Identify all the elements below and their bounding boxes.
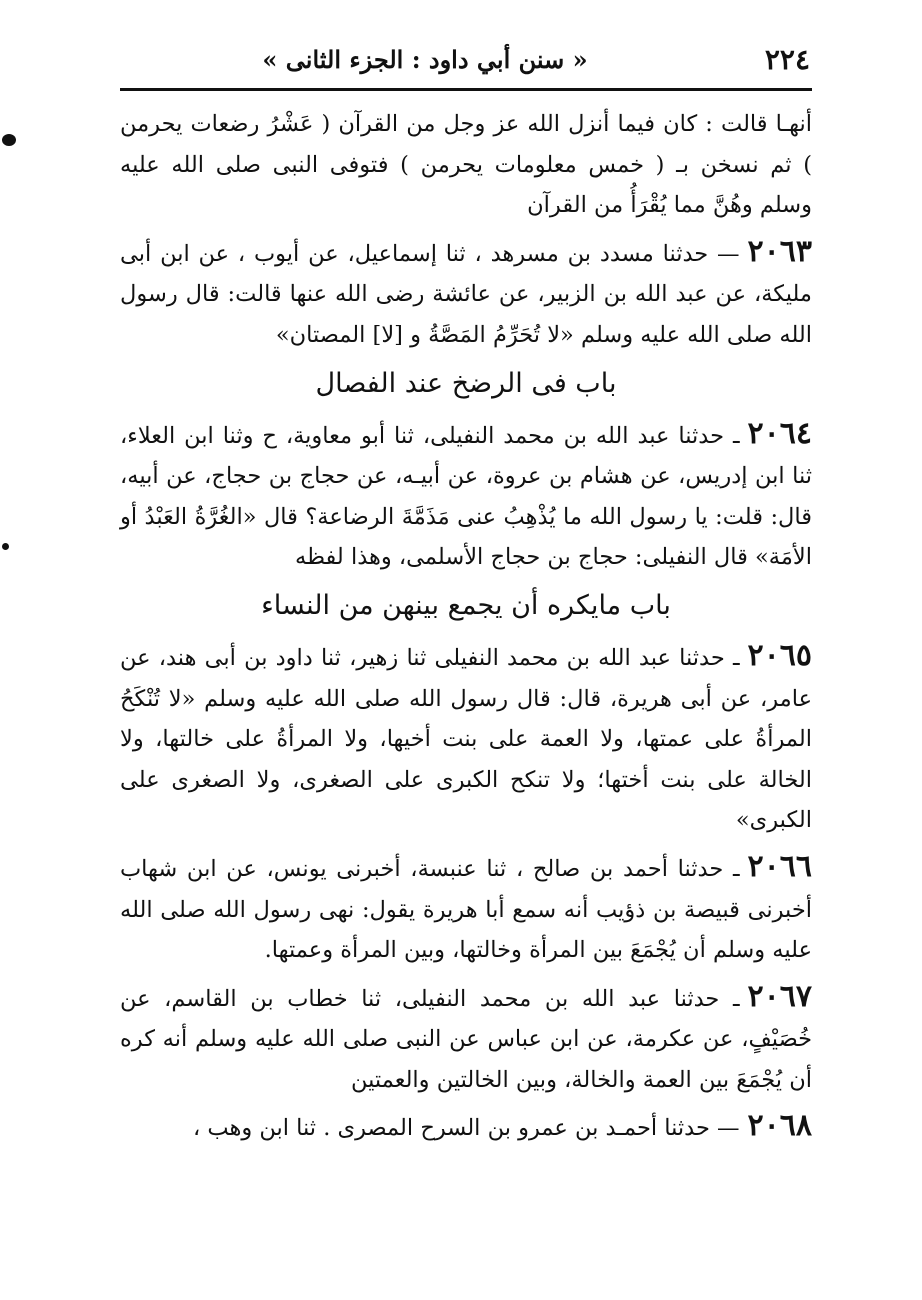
scan-dot [2, 543, 9, 550]
hadith-number: ٢٠٦٣ [747, 233, 812, 269]
page-number: ٢٢٤ [764, 43, 810, 76]
hadith-number: ٢٠٦٤ [747, 415, 812, 451]
hadith-2067 [120, 977, 812, 1101]
running-title: « سنن أبي داود : الجزء الثانى » [262, 45, 588, 74]
hadith-2068 [120, 1106, 812, 1149]
hadith-number: ٢٠٦٥ [747, 637, 812, 673]
body-text [120, 104, 812, 1155]
hadith-2066 [120, 847, 812, 971]
hadith-2065 [120, 636, 812, 841]
paragraph-text: — حدثنا مسدد بن مسرهد ، ثنا إسماعيل، عن أيوب ، عن ابن أبى مليكة، عن عبد الله بن الزبير، عن عائشة رضى الله عنها قالت: قال رسول الله صلى الله عليه وسلم «لا تُحَرِّمُ المَصَّةُ و [لا] المصتان» [120, 240, 812, 348]
hadith-continuation [120, 104, 812, 226]
paragraph-text: ـ حدثنا عبد الله بن محمد النفيلى ثنا زهير، ثنا داود بن أبى هند، عن عامر، عن أبى هريرة، قال: قال رسول الله صلى الله عليه وسلم «لا تُنْكَحُ المرأةُ على عمتها، ولا العمة على بنت أخيها، ولا المرأةُ على خالتها، ولا الخالة على بنت أختها؛ ولا تنكح الكبرى على الصغرى، ولا الصغرى على الكبرى» [120, 644, 812, 834]
page-header [120, 40, 810, 82]
chapter-heading: باب فى الرضخ عند الفصال [315, 367, 617, 399]
paragraph-text: أنهـا قالت : كان فيما أنزل الله عز وجل من القرآن ( عَشْرُ رضعات يحرمن ) ثم نسخن بـ ( خمس معلومات يحرمن ) فتوفى النبى صلى الله عليه وسلم وهُنَّ مما يُقْرَأُ من القرآن [120, 111, 812, 219]
scan-dot [2, 134, 16, 146]
hadith-2064 [120, 414, 812, 578]
hadith-2063 [120, 232, 812, 356]
header-rule [120, 88, 812, 91]
hadith-number: ٢٠٦٦ [747, 848, 812, 884]
paragraph-text: ـ حدثنا عبد الله بن محمد النفيلى، ثنا أبو معاوية، ح وثنا ابن العلاء، ثنا ابن إدريس، عن هشام بن عروة، عن أبيـه، عن حجاج بن حجاج، عن أبيه، قال: قلت: يا رسول الله ما يُذْهِبُ عنى مَذَمَّةَ الرضاعة؟ قال «الغُرَّةُ العَبْدُ أو الأمَة» قال النفيلى: حجاج بن حجاج الأسلمى، وهذا لفظه [120, 422, 812, 571]
paragraph-text: ـ حدثنا عبد الله بن محمد النفيلى، ثنا خطاب بن القاسم، عن خُصَيْفٍ، عن عكرمة، عن ابن عباس عن النبى صلى الله عليه وسلم أنه كره أن يُجْمَعَ بين العمة والخالة، وبين الخالتين والعمتين [120, 985, 812, 1093]
hadith-number: ٢٠٦٨ [747, 1108, 812, 1144]
paragraph-text: — حدثنا أحمـد بن عمرو بن السرح المصرى . ثنا ابن وهب ، [192, 1115, 740, 1142]
hadith-number: ٢٠٦٧ [747, 978, 812, 1014]
paragraph-text: ـ حدثنا أحمد بن صالح ، ثنا عنبسة، أخبرنى يونس، عن ابن شهاب أخبرنى قبيصة بن ذؤيب أنه سمع أبا هريرة يقول: نهى رسول الله صلى الله عليه وسلم أن يُجْمَعَ بين المرأة وخالتها، وبين المرأة وعمتها. [120, 855, 812, 964]
chapter-heading: باب مايكره أن يجمع بينهن من النساء [261, 589, 671, 621]
